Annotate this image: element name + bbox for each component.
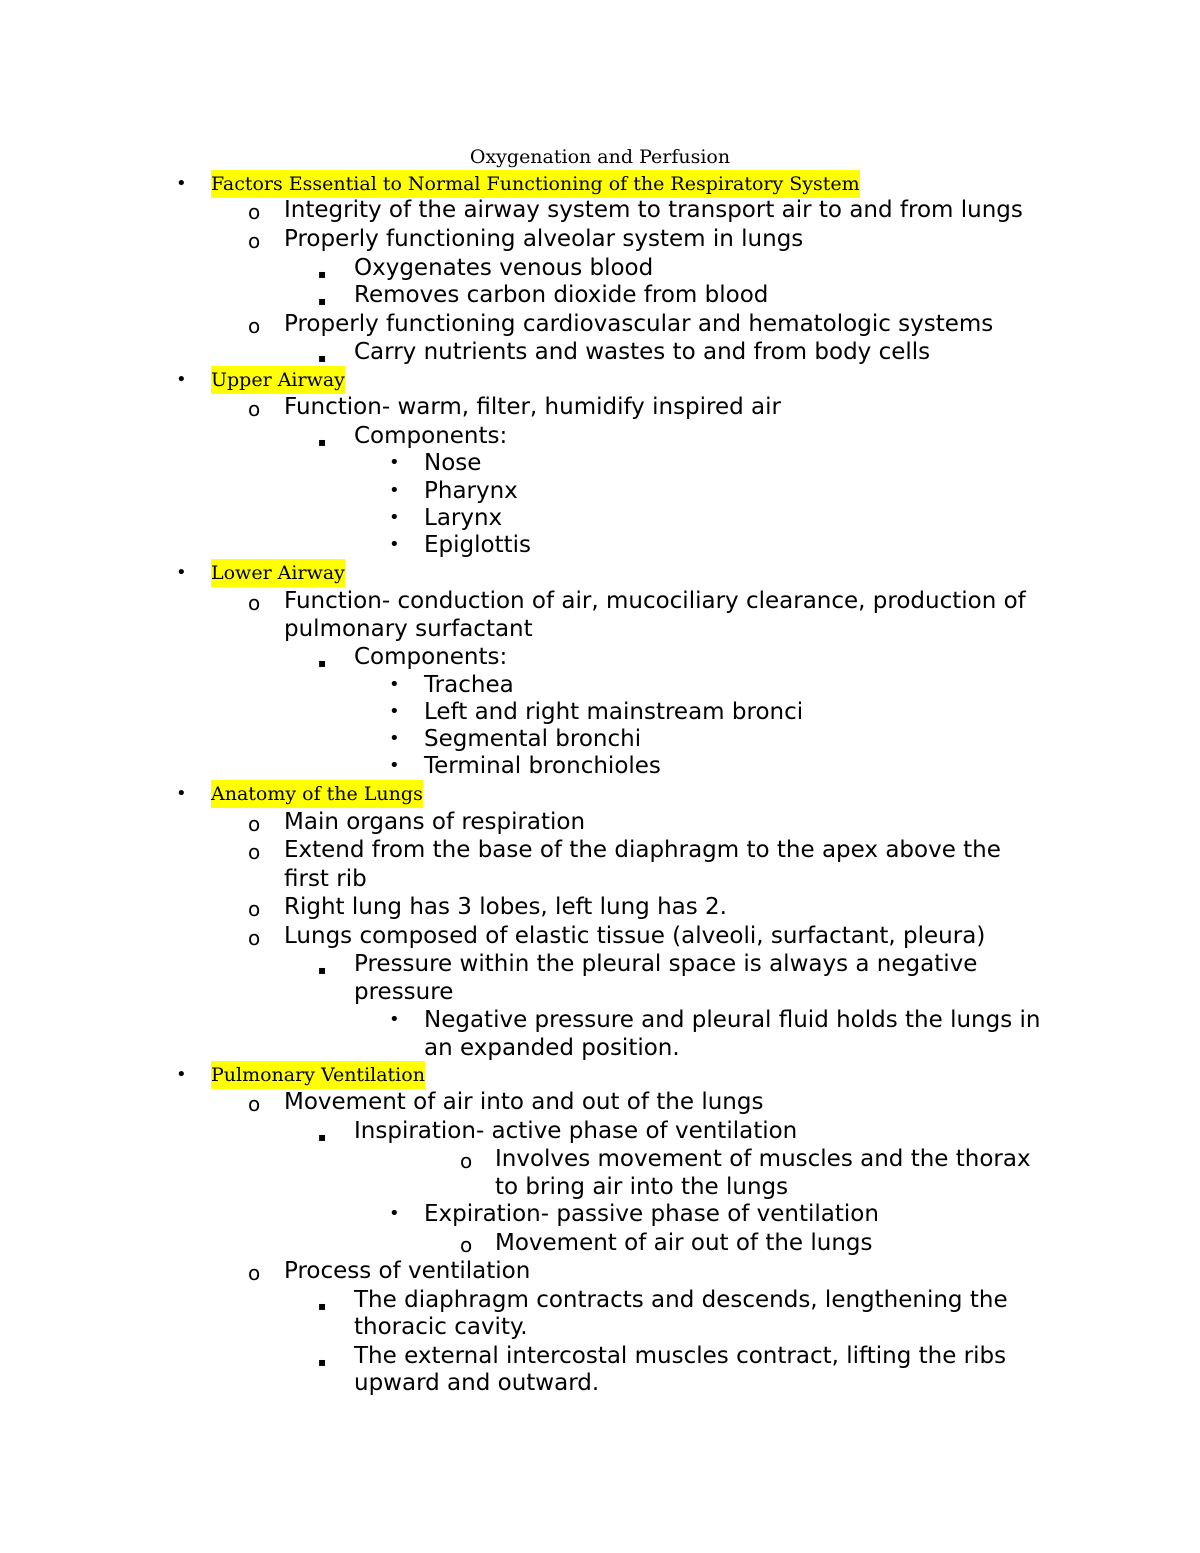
square-bullet-icon: ▪ (318, 267, 327, 281)
disc-bullet-icon: • (176, 562, 187, 583)
circle-bullet-icon: o (248, 897, 261, 921)
circle-bullet-icon: o (248, 229, 261, 253)
circle-bullet-icon: o (248, 926, 261, 950)
outline-item-text: Left and right mainstream bronci (424, 699, 804, 725)
section-heading: Anatomy of the Lungs (211, 780, 423, 808)
outline-item-text: Involves movement of muscles and the thorax (495, 1146, 1031, 1172)
outline-item-text: Lungs composed of elastic tissue (alveoli, surfactant, pleura) (284, 923, 986, 949)
outline-item-text: Properly functioning cardiovascular and hematologic systems (284, 311, 994, 337)
outline-item-text: Pressure within the pleural space is always a negative (354, 951, 978, 977)
outline-item-text: first rib (284, 866, 367, 892)
outline-item-text: Trachea (424, 672, 514, 698)
square-bullet-icon: ▪ (318, 1130, 327, 1144)
disc-bullet-icon: • (389, 480, 400, 501)
outline-item-text: Components: (354, 644, 508, 670)
outline-item-text: The external intercostal muscles contract, lifting the ribs (354, 1343, 1007, 1369)
outline-item-text: The diaphragm contracts and descends, lengthening the (354, 1287, 1008, 1313)
outline-item-text: an expanded position. (424, 1035, 680, 1061)
circle-bullet-icon: o (248, 591, 261, 615)
document-title: Oxygenation and Perfusion (469, 146, 731, 168)
outline-item-text: Segmental bronchi (424, 726, 642, 752)
outline-item-text: Larynx (424, 505, 503, 531)
circle-bullet-icon: o (248, 200, 261, 224)
circle-bullet-icon: o (248, 1261, 261, 1285)
disc-bullet-icon: • (176, 173, 187, 194)
outline-item-text: Integrity of the airway system to transport air to and from lungs (284, 197, 1023, 223)
square-bullet-icon: ▪ (318, 656, 327, 670)
square-bullet-icon: ▪ (318, 963, 327, 977)
square-bullet-icon: ▪ (318, 1299, 327, 1313)
outline-item-text: Main organs of respiration (284, 809, 586, 835)
outline-item-text: pulmonary surfactant (284, 616, 533, 642)
disc-bullet-icon: • (389, 1009, 400, 1030)
square-bullet-icon: ▪ (318, 351, 327, 365)
disc-bullet-icon: • (176, 369, 187, 390)
disc-bullet-icon: • (389, 452, 400, 473)
disc-bullet-icon: • (176, 1064, 187, 1085)
outline-item-text: Properly functioning alveolar system in lungs (284, 226, 804, 252)
disc-bullet-icon: • (176, 783, 187, 804)
square-bullet-icon: ▪ (318, 294, 327, 308)
disc-bullet-icon: • (389, 534, 400, 555)
square-bullet-icon: ▪ (318, 1355, 327, 1369)
outline-item-text: Extend from the base of the diaphragm to the apex above the (284, 837, 1001, 863)
circle-bullet-icon: o (248, 812, 261, 836)
outline-item-text: thoracic cavity. (354, 1314, 528, 1340)
outline-item-text: to bring air into the lungs (495, 1174, 789, 1200)
section-heading: Pulmonary Ventilation (211, 1061, 425, 1089)
circle-bullet-icon: o (460, 1149, 473, 1173)
section-heading: Upper Airway (211, 366, 345, 394)
circle-bullet-icon: o (460, 1233, 473, 1257)
outline-item-text: Function- conduction of air, mucociliary clearance, production of (284, 588, 1026, 614)
section-heading: Factors Essential to Normal Functioning of the Respiratory System (211, 170, 860, 198)
disc-bullet-icon: • (389, 507, 400, 528)
outline-item-text: Movement of air into and out of the lungs (284, 1089, 764, 1115)
outline-item-text: Oxygenates venous blood (354, 255, 654, 281)
outline-item-text: Process of ventilation (284, 1258, 531, 1284)
circle-bullet-icon: o (248, 314, 261, 338)
disc-bullet-icon: • (389, 701, 400, 722)
outline-item-text: Components: (354, 423, 508, 449)
outline-item-text: Nose (424, 450, 482, 476)
outline-item-text: Epiglottis (424, 532, 531, 558)
outline-item-text: Negative pressure and pleural fluid holds the lungs in (424, 1007, 1041, 1033)
circle-bullet-icon: o (248, 840, 261, 864)
outline-item-text: upward and outward. (354, 1370, 600, 1396)
disc-bullet-icon: • (389, 1203, 400, 1224)
circle-bullet-icon: o (248, 397, 261, 421)
disc-bullet-icon: • (389, 728, 400, 749)
outline-item-text: Carry nutrients and wastes to and from body cells (354, 339, 931, 365)
outline-item-text: Expiration- passive phase of ventilation (424, 1201, 879, 1227)
outline-item-text: Function- warm, filter, humidify inspired air (284, 394, 781, 420)
section-heading: Lower Airway (211, 559, 345, 587)
outline-item-text: Movement of air out of the lungs (495, 1230, 873, 1256)
disc-bullet-icon: • (389, 755, 400, 776)
square-bullet-icon: ▪ (318, 435, 327, 449)
outline-item-text: pressure (354, 979, 454, 1005)
circle-bullet-icon: o (248, 1092, 261, 1116)
outline-item-text: Right lung has 3 lobes, left lung has 2. (284, 894, 727, 920)
outline-item-text: Removes carbon dioxide from blood (354, 282, 769, 308)
outline-item-text: Inspiration- active phase of ventilation (354, 1118, 798, 1144)
outline-item-text: Terminal bronchioles (424, 753, 661, 779)
disc-bullet-icon: • (389, 674, 400, 695)
outline-item-text: Pharynx (424, 478, 518, 504)
